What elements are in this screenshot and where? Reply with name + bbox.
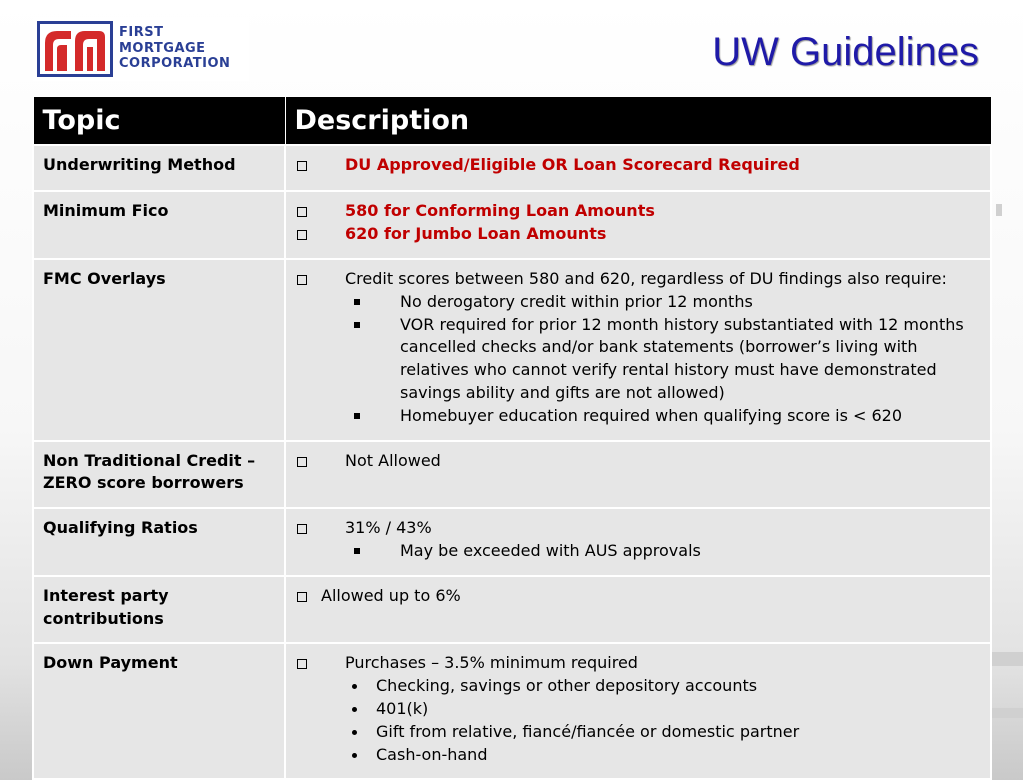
guidelines-table <box>32 96 992 780</box>
background-streak <box>990 652 1023 666</box>
sub-item <box>295 314 984 405</box>
item-text: Purchases – 3.5% minimum required <box>345 653 638 673</box>
checkbox-item <box>295 450 984 473</box>
sub-item-text: Cash-on-hand <box>376 744 488 764</box>
square-bullet-icon <box>354 299 360 305</box>
sub-item <box>295 698 984 721</box>
checkbox-item <box>295 517 984 540</box>
sub-item-text: 401(k) <box>376 698 429 718</box>
page-title: UW Guidelines <box>712 30 979 74</box>
topic-cell: Qualifying Ratios <box>33 508 285 576</box>
table-row <box>33 576 991 644</box>
table-row <box>33 145 991 191</box>
logo-text-line: MORTGAGE <box>119 40 206 56</box>
sub-item-text: No derogatory credit within prior 12 months <box>400 291 753 311</box>
description-cell <box>285 191 991 259</box>
item-text: Allowed up to 6% <box>321 585 461 605</box>
topic-cell: Minimum Fico <box>33 191 285 259</box>
logo-text-line: FIRST <box>119 25 164 40</box>
table-header-row <box>33 97 991 146</box>
topic-cell: FMC Overlays <box>33 259 285 441</box>
sub-item <box>295 405 984 428</box>
item-text: DU Approved/Eligible OR Loan Scorecard Required <box>345 155 800 174</box>
background-streak <box>996 204 1002 216</box>
column-header-description: Description <box>285 97 991 146</box>
checkbox-item <box>295 200 984 223</box>
item-text: 31% / 43% <box>345 518 432 538</box>
topic-cell: Interest party contributions <box>33 576 285 644</box>
round-bullet-icon <box>352 753 357 758</box>
logo-wordmark <box>119 25 247 72</box>
square-bullet-icon <box>354 548 360 554</box>
sub-item <box>295 721 984 744</box>
checkbox-bullet-icon <box>297 659 307 669</box>
column-header-topic: Topic <box>33 97 285 146</box>
square-bullet-icon <box>354 322 360 328</box>
checkbox-item <box>295 154 984 177</box>
checkbox-item <box>295 652 984 675</box>
table-row <box>33 191 991 259</box>
table-row <box>33 508 991 576</box>
topic-cell: Non Traditional Credit – ZERO score borrowers <box>33 441 285 509</box>
description-cell <box>285 576 991 644</box>
topic-cell: Down Payment <box>33 643 285 779</box>
item-text: Credit scores between 580 and 620, regardless of DU findings also require: <box>345 269 947 288</box>
description-cell <box>285 441 991 509</box>
description-cell <box>285 643 991 779</box>
description-cell <box>285 259 991 441</box>
checkbox-bullet-icon <box>297 457 307 467</box>
item-text: 620 for Jumbo Loan Amounts <box>345 223 607 243</box>
logo-mark-icon <box>37 21 113 77</box>
description-cell <box>285 508 991 576</box>
sub-item <box>295 291 984 314</box>
item-text: 580 for Conforming Loan Amounts <box>345 201 655 220</box>
round-bullet-icon <box>352 707 357 712</box>
sub-item <box>295 744 984 767</box>
round-bullet-icon <box>352 730 357 735</box>
table-row <box>33 259 991 441</box>
logo-text-line: CORPORATION <box>119 56 231 71</box>
sub-item-text: VOR required for prior 12 month history substantiated with 12 months cancelled checks and/or bank statements (borrower’s living with relatives who cannot verify rental history must have demonstrated savings ability and gifts are not allowed) <box>400 314 964 402</box>
checkbox-item <box>295 223 984 246</box>
table-row <box>33 441 991 509</box>
checkbox-bullet-icon <box>297 524 307 534</box>
checkbox-bullet-icon <box>297 207 307 217</box>
sub-item-text: Gift from relative, fiancé/fiancée or domestic partner <box>376 721 800 741</box>
sub-item-text: Homebuyer education required when qualifying score is < 620 <box>400 405 903 425</box>
background-streak <box>990 708 1023 718</box>
checkbox-item <box>295 585 984 608</box>
checkbox-bullet-icon <box>297 275 307 285</box>
sub-item-text: May be exceeded with AUS approvals <box>400 540 701 560</box>
sub-item-text: Checking, savings or other depository accounts <box>376 676 758 696</box>
checkbox-bullet-icon <box>297 230 307 240</box>
topic-cell: Underwriting Method <box>33 145 285 191</box>
checkbox-bullet-icon <box>297 161 307 171</box>
square-bullet-icon <box>354 413 360 419</box>
company-logo <box>33 17 249 81</box>
checkbox-item <box>295 268 984 291</box>
round-bullet-icon <box>352 684 357 689</box>
item-text: Not Allowed <box>345 450 441 470</box>
sub-item <box>295 675 984 698</box>
description-cell <box>285 145 991 191</box>
table-row <box>33 643 991 779</box>
checkbox-bullet-icon <box>297 592 307 602</box>
sub-item <box>295 540 984 563</box>
